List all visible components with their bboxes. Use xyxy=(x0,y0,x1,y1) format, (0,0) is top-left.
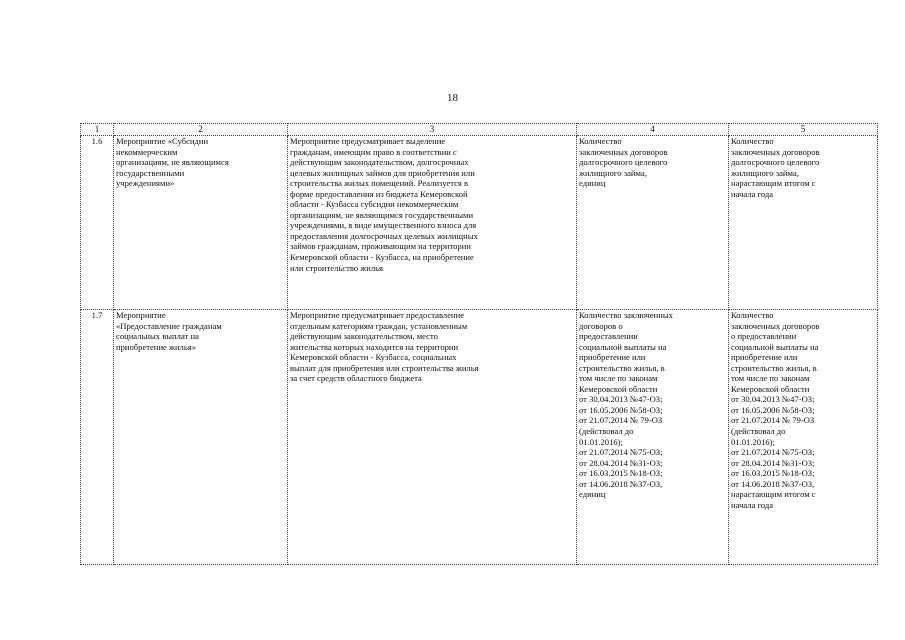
calculation-method: Количество заключенных договоров долгосрочного целевого жилищного займа, нарастающим итогом с начала года xyxy=(729,136,878,310)
page-number: 18 xyxy=(447,92,458,104)
column-header-5: 5 xyxy=(729,124,878,136)
column-header-1: 1 xyxy=(81,124,114,136)
column-header-3: 3 xyxy=(288,124,577,136)
row-number: 1.6 xyxy=(81,136,114,310)
indicator-name: Количество заключенных договоров о предоставлении социальной выплаты на приобретение или строительство жилья, в том числе по законам Кемеровской области от 30.04.2013 №47-ОЗ; от 16.05.2006 №58-ОЗ; от 21.07.2014 № 79-ОЗ (действовал до 01.01.2016); от 21.07.2014 №75-ОЗ; от 28.04.2014 №31-ОЗ; от 16.03.2015 №18-ОЗ; от 14.06.2018 №37-ОЗ, единиц xyxy=(577,310,729,565)
measure-description: Мероприятие предусматривает выделение гражданам, имеющим право в соответствии с действующим законодательством, долгосрочных целевых жилищных займов для приобретения или строительства жилых помещений. Реализуется в форме предоставления из бюджета Кемеровской области - Кузбасса субсидии некоммерческим организациям, не являющимся государственными учреждениями, в виде имущественного взноса для предоставления долгосрочных целевых жилищных займов гражданам, проживающим на территории Кемеровской области - Кузбасса, на приобретение или строительство жилья xyxy=(288,136,577,310)
column-header-2: 2 xyxy=(114,124,288,136)
measure-description: Мероприятие предусматривает предоставление отдельным категориям граждан, установленным действующим законодательством, место жительства которых находится на территории Кемеровской области - Кузбасса, социальных выплат для приобретения или строительства жилья за счет средств областного бюджета xyxy=(288,310,577,565)
table-row xyxy=(81,136,878,310)
program-measures-table xyxy=(80,123,878,565)
indicator-name: Количество заключенных договоров долгосрочного целевого жилищного займа, единиц xyxy=(577,136,729,310)
row-number: 1.7 xyxy=(81,310,114,565)
column-header-4: 4 xyxy=(577,124,729,136)
calculation-method: Количество заключенных договоров о предоставлении социальной выплаты на приобретение или строительство жилья, в том числе по законам Кемеровской области от 30.04.2013 №47-ОЗ; от 16.05.2006 №58-ОЗ; от 21.07.2014 № 79-ОЗ (действовал до 01.01.2016); от 21.07.2014 №75-ОЗ; от 28.04.2014 №31-ОЗ; от 16.03.2015 №18-ОЗ; от 14.06.2018 №37-ОЗ, нарастающим итогом с начала года xyxy=(729,310,878,565)
table-header-row xyxy=(81,124,878,136)
measure-name: Мероприятие «Субсидии некоммерческим организациям, не являющимся государственными учреждениями» xyxy=(114,136,288,310)
table-row xyxy=(81,310,878,565)
measure-name: Мероприятие «Предоставление гражданам социальных выплат на приобретение жилья» xyxy=(114,310,288,565)
